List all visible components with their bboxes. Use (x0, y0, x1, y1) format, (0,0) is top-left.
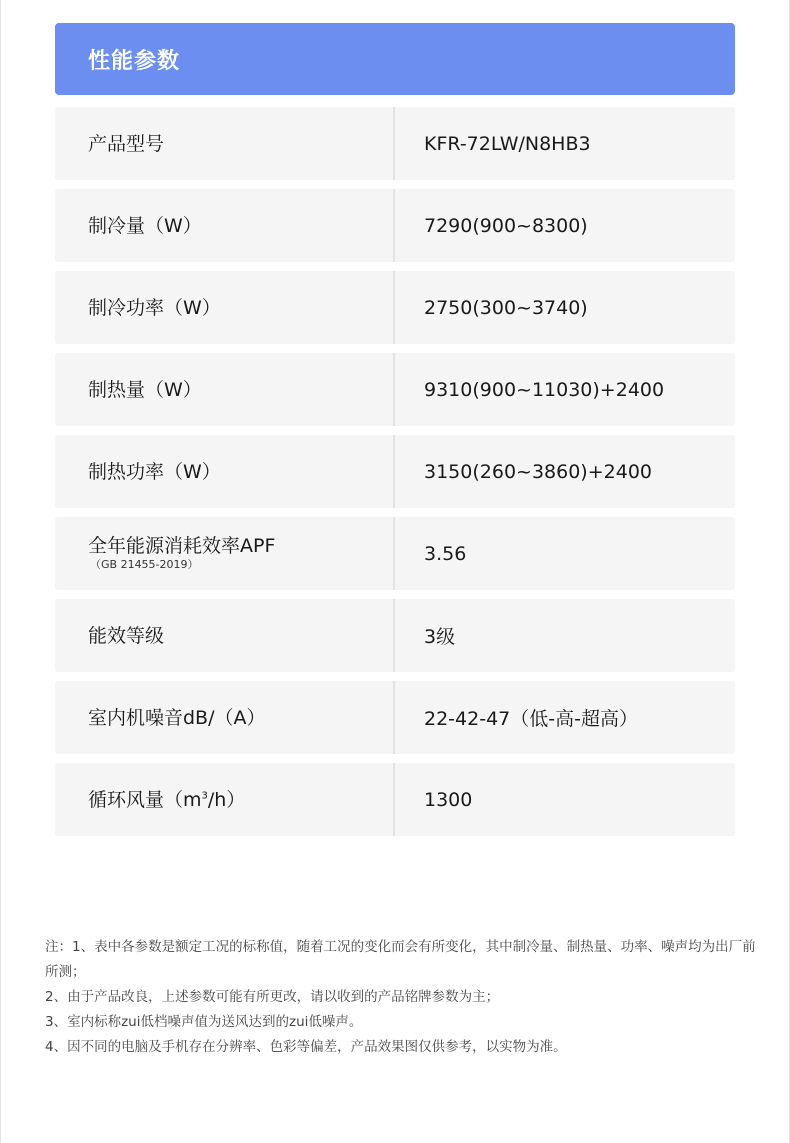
spec-label-cell (88, 107, 388, 180)
column-divider (393, 107, 395, 180)
spec-row-airflow (55, 763, 735, 836)
spec-label-cell (88, 435, 388, 508)
spec-label: 制冷功率（W） (88, 296, 221, 319)
footnote-3: 3、室内标称zui低档噪声值为送风达到的zui低噪声。 (45, 1014, 363, 1030)
spec-label: 产品型号 (88, 132, 165, 155)
spec-label-main: 循环风量（m (88, 788, 202, 811)
spec-value-cell (424, 763, 729, 836)
column-divider (393, 353, 395, 426)
spec-value: 3级 (424, 626, 456, 648)
spec-label: 全年能源消耗效率APF (88, 535, 276, 557)
spec-value: 1300 (424, 788, 473, 811)
footnotes (45, 935, 765, 1060)
spec-value-cell (424, 517, 729, 590)
column-divider (393, 763, 395, 836)
spec-value: 3150(260~3860)+2400 (424, 460, 652, 483)
spec-value: 3.56 (424, 542, 467, 565)
footnote-2: 2、由于产品改良，上述参数可能有所更改，请以收到的产品铭牌参数为主； (45, 989, 500, 1005)
footnote-1: 注：1、表中各参数是额定工况的标称值，随着工况的变化而会有所变化，其中制冷量、制热量、功率、噪声均为出厂前所测； (45, 939, 756, 980)
column-divider (393, 271, 395, 344)
spec-label: 制冷量（W） (88, 214, 202, 237)
spec-value: KFR-72LW/N8HB3 (424, 132, 591, 155)
spec-label (88, 789, 388, 811)
spec-row-heating-power (55, 435, 735, 508)
spec-value-cell (424, 435, 729, 508)
spec-label-superscript: 3 (201, 790, 208, 802)
column-divider (393, 517, 395, 590)
column-divider (393, 435, 395, 508)
spec-sublabel-standard: （GB 21455-2019） (90, 558, 199, 571)
spec-row-cooling-capacity (55, 189, 735, 262)
spec-label: 制热量（W） (88, 378, 202, 401)
spec-label-cell (88, 681, 388, 754)
spec-value-cell (424, 271, 729, 344)
spec-label: 能效等级 (88, 624, 165, 647)
spec-value-cell (424, 353, 729, 426)
footnote-4: 4、因不同的电脑及手机存在分辨率、色彩等偏差，产品效果图仅供参考，以实物为准。 (45, 1039, 567, 1055)
spec-row-apf (55, 517, 735, 590)
spec-value: 9310(900~11030)+2400 (424, 378, 665, 401)
spec-value: 2750(300~3740) (424, 296, 588, 319)
spec-label-unit: /h） (207, 788, 246, 811)
spec-value-cell (424, 107, 729, 180)
column-divider (393, 681, 395, 754)
spec-row-heating-capacity (55, 353, 735, 426)
page-border-left (0, 0, 1, 1143)
spec-label: 室内机噪音dB/（A） (88, 706, 266, 729)
column-divider (393, 599, 395, 672)
spec-table (55, 107, 735, 845)
spec-value-cell (424, 599, 729, 672)
spec-label-cell (88, 353, 388, 426)
spec-row-cooling-power (55, 271, 735, 344)
spec-label-cell (88, 763, 388, 836)
spec-row-energy-grade (55, 599, 735, 672)
spec-row-indoor-noise (55, 681, 735, 754)
spec-label: 制热功率（W） (88, 460, 221, 483)
spec-label-cell (88, 189, 388, 262)
column-divider (393, 189, 395, 262)
spec-label-cell (88, 599, 388, 672)
section-title: 性能参数 (88, 48, 181, 74)
spec-value-cell (424, 681, 729, 754)
spec-value: 7290(900~8300) (424, 214, 588, 237)
spec-value-cell (424, 189, 729, 262)
section-header (55, 23, 735, 95)
spec-row-model (55, 107, 735, 180)
spec-label-cell (88, 271, 388, 344)
spec-label-cell (88, 517, 388, 590)
spec-value: 22-42-47（低-高-超高） (424, 708, 638, 730)
